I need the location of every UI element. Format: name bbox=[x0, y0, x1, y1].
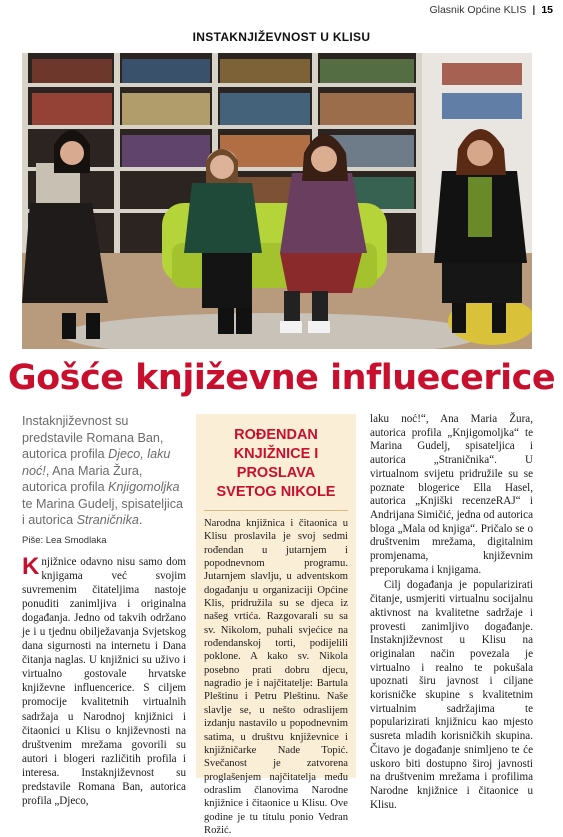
lead-paragraph bbox=[22, 413, 186, 529]
sidebar-title: ROĐENDAN KNJIŽNICE I PROSLAVA SVETOG NIKOLE bbox=[216, 427, 336, 500]
article-column-1 bbox=[22, 413, 186, 808]
article-paragraph-1: laku noć!“, Ana Maria Žura, autorica profila „Knjigomoljka“ te Marina Gudelj, spisateljica i autorica „Straničnika“. U virtualnom svijetu pridružile su se poznate blogerice Ella Hasel, autorica „Knjiški recenzeRAJ“ i Andrijana Simičić, jedna od autorica bloga „Mala od knjiga“. Pričalo se o društvenim mrežama, digitalnim promjenama, književnim preporukama i knjigama. bbox=[370, 413, 533, 576]
lead-italic-2: Knjigomoljka bbox=[108, 480, 180, 494]
page-number: 15 bbox=[541, 4, 553, 16]
header-separator: | bbox=[532, 4, 536, 16]
byline: Piše: Lea Smodlaka bbox=[22, 534, 107, 546]
sidebar-body: Narodna knjižnica i čitaonica u Klisu proslavila je svoj sedmi rođendan u jutarnjem i popodnevnom programu. Jutarnjem slavlju, u adventskom događanju u organizaciji Općine Klis, pridružila su se djeca iz našeg vrtića. Razgovarali su sa sv. Nikolom, puhali svjećice na rođendanskoj torti, podijelili poklone. A kako sv. Nikola posebno prati dobru djecu, nagradio je i najčitatelje: Bartula Pleštinu i Petru Pleštinu. Naše slavlje se, u nešto odraslijem izdanju nastavilo u popodnevnim satima, u društvu književnice i knjižničarke Nade Topić. Svečanost je zatvorena proglašenjem najčitatelja među odraslim članovima Narodne knjižnice i čitaonice u Klisu. Ove godine je tu titulu ponio Vedran Rožić. bbox=[204, 518, 348, 836]
lead-text-3: te Marina Gudelj, spisateljica i autorica bbox=[22, 496, 183, 527]
article-body-col1 bbox=[22, 552, 186, 809]
article-text-col1: njižnice odavno nisu samo dom knjigama već svojim suvremenim čitateljima nastoje ponuditi zanimljiva i originalna događanja. Jedno od takvih održano je i u tjednu obilježavanja Svjetskog dana sigurnosti na internetu i Dana čitanja naglas. U knjižnici su uživo i virtualno gostovale hrvatske književne influencerice. S ciljem promocije kvalitetnih virtualnih sadržaja u Narodnoj knjižnici i čitaonici u Klisu o književnosti na društvenim mrežama govorili su autori i blogeri različitih profila i interesa. Instaknjiževnost su predstavile Romana Ban, autorica profila „Djeco, bbox=[22, 555, 186, 808]
publication-name: Glasnik Općine KLIS bbox=[429, 4, 527, 16]
lead-text-1: Instaknjiževnost su predstavile Romana Ban, autorica profila bbox=[22, 414, 164, 461]
section-title: INSTAKNJIŽEVNOST U KLISU bbox=[192, 30, 371, 44]
article-paragraph-2: Cilj događanja je popularizirati čitanje, usmjeriti virtualnu socijalnu aktivnost na kvalitetne sadržaje i provesti zanimljivo događanje. Instaknjiževnost u Klisu na originalan način povezala je virtualno i realno te pokušala upoznati širu javnost i ciljane korisničke skupine s kvalitetnim virtualnim sadržajima te popularizirati knjižnicu kao mjesto susreta mladih korisničkih skupina. Čitavo je događanje snimljeno te će uskoro biti dostupno široj javnosti na društvenim mrežama i profilima Narodne knjižnice i čitaonice u Klisu. bbox=[370, 579, 533, 811]
sidebar-divider bbox=[204, 510, 348, 511]
drop-cap: K bbox=[22, 552, 40, 580]
lead-text-2: , Ana Maria Žura, autorica profila bbox=[22, 463, 143, 494]
page-header bbox=[429, 4, 553, 16]
lead-italic-3: Straničnika bbox=[76, 513, 139, 527]
lead-italic-1: Djeco, laku noć! bbox=[22, 447, 171, 478]
headline: Gošće književne influecerice bbox=[7, 358, 556, 398]
article-photo bbox=[22, 53, 532, 349]
article-column-3 bbox=[370, 413, 533, 812]
sidebar-box bbox=[196, 414, 356, 836]
event-photo-icon bbox=[22, 53, 532, 349]
lead-text-4: . bbox=[138, 513, 143, 527]
